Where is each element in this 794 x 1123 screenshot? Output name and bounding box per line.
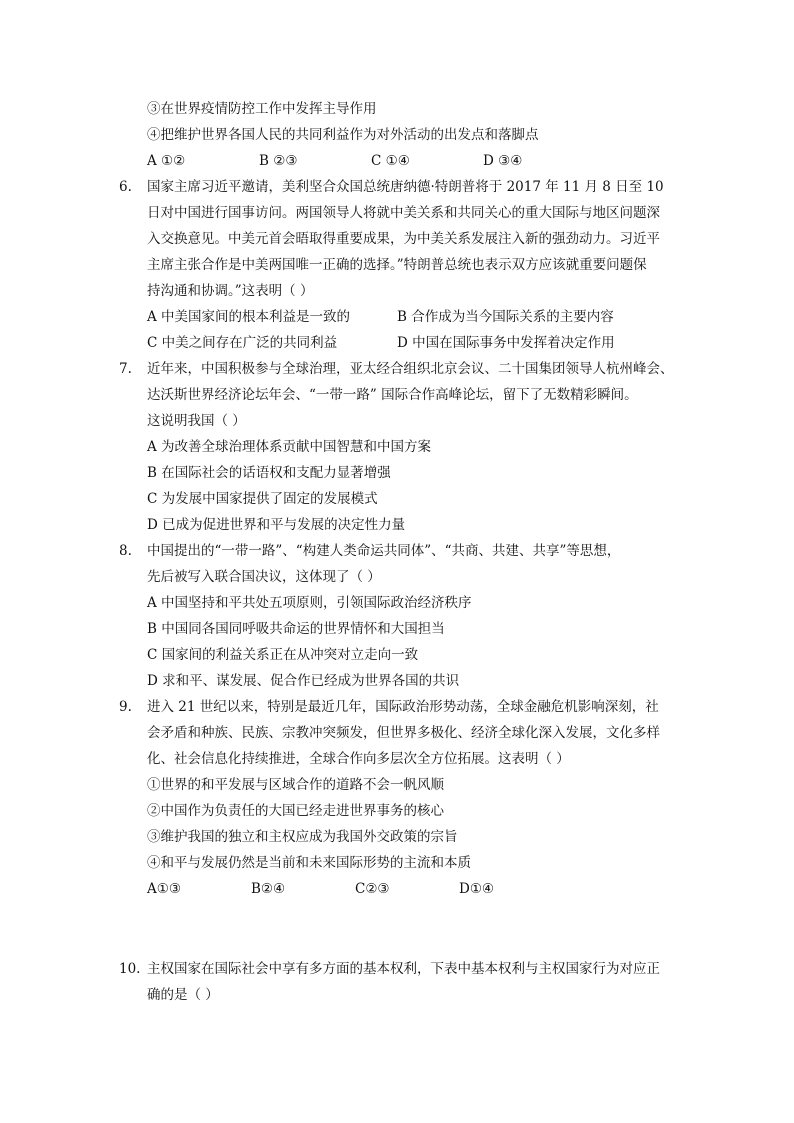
q7-option-a[interactable]: A 为改善全球治理体系贡献中国智慧和中国方案	[147, 439, 432, 455]
q8-option-b[interactable]: B 中国同各国同呼吸共命运的世界情怀和大国担当	[147, 621, 445, 637]
q7-number: 7.	[119, 361, 132, 377]
q9-options	[147, 880, 647, 898]
q5-option-d[interactable]: D ③④	[483, 153, 523, 169]
q6-stem-line: 日对中国进行国事访问。两国领导人将就中美关系和共同关心的重大国际与地区问题深	[147, 205, 660, 221]
q6-option-a[interactable]: A 中美国家间的根本利益是一致的	[147, 309, 351, 325]
q5-statement-4: ④把维护世界各国人民的共同利益作为对外活动的出发点和落脚点	[147, 127, 539, 143]
q5-statement-3: ③在世界疫情防控工作中发挥主导作用	[147, 101, 377, 117]
q9-statement-4: ④和平与发展仍然是当前和未来国际形势的主流和本质	[147, 855, 471, 871]
q9-stem-line: 进入 21 世纪以来，特别是最近几年，国际政治形势动荡，全球金融危机影响深刻，社	[147, 699, 659, 715]
q9-stem-line: 会矛盾和种族、民族、宗教冲突频发，但世界多极化、经济全球化深入发展，文化多样	[147, 725, 660, 741]
q9-option-c[interactable]: C②③	[355, 881, 390, 897]
q5-option-c[interactable]: C ①④	[371, 153, 410, 169]
q6-number: 6.	[119, 179, 132, 195]
q5-options	[147, 152, 647, 170]
q10-stem-line: 主权国家在国际社会中享有多方面的基本权利，下表中基本权利与主权国家行为对应正	[147, 961, 660, 977]
q9-statement-2: ②中国作为负责任的大国已经走进世界事务的核心	[147, 803, 444, 819]
q9-statement-3: ③维护我国的独立和主权应成为我国外交政策的宗旨	[147, 829, 458, 845]
q9-option-a[interactable]: A①③	[147, 881, 181, 897]
q7-option-c[interactable]: C 为发展中国家提供了固定的发展模式	[147, 491, 378, 507]
q9-option-d[interactable]: D①④	[459, 881, 495, 897]
q7-option-d[interactable]: D 已成为促进世界和平与发展的决定性力量	[147, 517, 406, 533]
q7-stem-line: 近年来，中国积极参与全球治理，亚太经合组织北京会议、二十国集团领导人杭州峰会、	[147, 361, 674, 377]
q5-option-b[interactable]: B ②③	[259, 153, 298, 169]
q6-stem-line: 主席主张合作是中美两国唯一正确的选择。”特朗普总统也表示双方应该就重要问题保	[147, 257, 647, 273]
q10-number: 10.	[119, 961, 141, 977]
q7-stem-line: 达沃斯世界经济论坛年会、“一带一路” 国际合作高峰论坛，留下了无数精彩瞬间。	[147, 387, 638, 403]
q8-option-a[interactable]: A 中国坚持和平共处五项原则，引领国际政治经济秩序	[147, 595, 472, 611]
q6-options-row	[147, 308, 667, 326]
q9-number: 9.	[119, 699, 132, 715]
q6-option-c[interactable]: C 中美之间存在广泛的共同利益	[147, 335, 338, 351]
q5-option-a[interactable]: A ①②	[147, 153, 186, 169]
q8-stem-line: 中国提出的“一带一路”、“构建人类命运共同体”、“共商、共建、共享”等思想，	[147, 543, 621, 559]
q9-stem-line: 化、社会信息化持续推进，全球合作向多层次全方位拓展。这表明（ ）	[147, 751, 570, 767]
q9-option-b[interactable]: B②④	[251, 881, 286, 897]
q7-stem-line: 这说明我国（ ）	[147, 413, 246, 429]
q6-stem-line: 入交换意见。中美元首会晤取得重要成果，为中美关系发展注入新的强劲动力。习近平	[147, 231, 660, 247]
q9-statement-1: ①世界的和平发展与区域合作的道路不会一帆风顺	[147, 777, 444, 793]
q6-stem-line: 国家主席习近平邀请，美利坚合众国总统唐纳德·特朗普将于 2017 年 11 月 8 日至 10	[147, 179, 664, 195]
q8-option-c[interactable]: C 国家间的利益关系正在从冲突对立走向一致	[147, 647, 419, 663]
q6-stem-line: 持沟通和协调。”这表明（ ）	[147, 283, 314, 299]
q8-stem-line: 先后被写入联合国决议，这体现了（ ）	[147, 569, 381, 585]
q10-stem-line: 确的是（ ）	[147, 987, 219, 1003]
q6-options-row	[147, 334, 667, 352]
q8-number: 8.	[119, 543, 132, 559]
q8-option-d[interactable]: D 求和平、谋发展、促合作已经成为世界各国的共识	[147, 673, 460, 689]
q7-option-b[interactable]: B 在国际社会的话语权和支配力显著增强	[147, 465, 391, 481]
q6-option-b[interactable]: B 合作成为当今国际关系的主要内容	[397, 309, 614, 325]
q6-option-d[interactable]: D 中国在国际事务中发挥着决定作用	[397, 335, 615, 351]
